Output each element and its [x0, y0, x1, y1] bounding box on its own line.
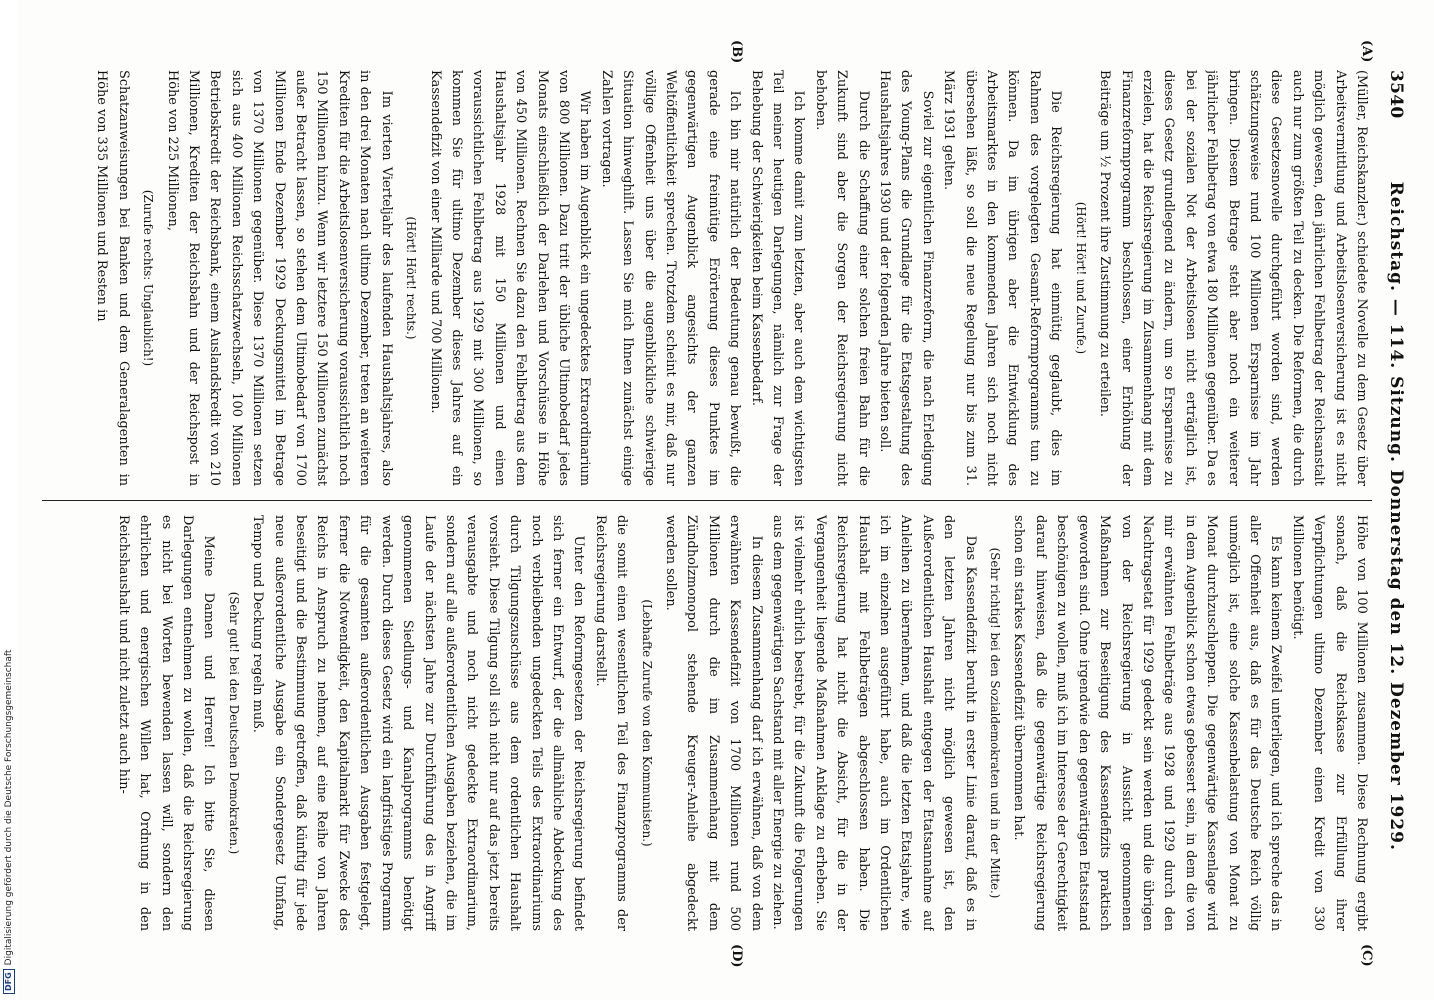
margin-marker-d: (D) [729, 944, 744, 968]
dfg-logo: DFG [3, 969, 15, 994]
credit-text: Digitalisierung gefördert durch die Deutsche Forschungsgemeinschaft [4, 649, 14, 966]
paragraph: Soviel zur eigentlichen Finanzreform, die nach Erledigung des Young-Plans die Grundlage für die Etatsgestaltung des Haushaltsjahres 1930 und der folgenden Jahre bieten soll. [877, 70, 935, 486]
page-title: Reichstag. — 114. Sitzung. Donnerstag den 12. Dezember 1929. [1386, 181, 1406, 851]
paragraph: die somit einen wesentlichen Teil des Finanzprogramms der Reichsregierung darstellt. [592, 515, 630, 931]
paragraph: Meine Damen und Herren! Ich bitte Sie, diesen Darlegungen entnehmen zu wollen, daß die Reichsregierung es nicht bei Worten bewenden lassen will, sondern den ehrlichen und energischen Willen hat, Ordnung in den Reichshaushalt und nicht zuletzt auch hin- [115, 515, 217, 931]
paragraph: Das Kassendefizit beruht in erster Linie darauf, daß es in den letzten Jahren nicht möglich gewesen ist, den Außerordentlichen Haushalt entgegen der Etatsannahme auf Anleihen zu übernehmen, und daß die letzten Etatsjahre, wie ich im einzelnen ausgeführt habe, auch im Ordentlichen Haushalt mit Fehlbeträgen abgeschlossen haben. Die Reichsregierung hat nicht die Absicht, für die in der Vergangenheit liegende Maßnahmen Anklage zu erheben. Sie ist vielmehr ehrlich bestrebt, für die Zukunft die Folgerungen aus dem gegenwärtigen Sachstand mit aller Energie zu ziehen. [770, 515, 978, 931]
page-header [1378, 70, 1406, 954]
margin-marker-a: (A) [1359, 40, 1374, 63]
text-columns [42, 70, 1372, 954]
margin-marker-b: (B) [729, 40, 744, 64]
paragraph: Höhe von 100 Millionen zusammen. Diese Rechnung ergibt sonach, daß die Reichskasse zur Erfüllung ihrer Verpflichtungen ultimo Dezember einen Kredit von 330 Millionen benötigt. [1289, 515, 1369, 931]
paragraph: Im vierten Vierteljahr des laufenden Haushaltsjahres, also in den drei Monaten nach ultimo Dezember, treten an weiteren Krediten für die Arbeitslosenversicherung voraussichtlich noch 150 Millionen hinzu. Wenn wir letztere 150 Millionen zunächst außer Betracht lassen, so stehen dem Ultimobedarf von 1700 Millionen Ende Dezember 1929 Deckungsmittel im Betrage von 1370 Millionen gegenüber. Diese 1370 Millionen setzen sich aus 400 Millionen Reichsschatzwechseln, 100 Millionen Betriebskredit der Reichsbank, einem Auslandskredit von 210 Millionen, Krediten der Reichsbahn und der Reichspost in Höhe von 225 Millionen, [164, 70, 394, 486]
paragraph: Schatzanweisungen bei Banken und dem Generalagenten in Höhe von 335 Millionen und Resten in [94, 70, 131, 486]
margin-marker-c: (C) [1359, 944, 1374, 967]
paragraph: Die Reichsregierung hat einmütig geglaubt, dies im Rahmen des vorgelegten Gesamt-Reformprogramms tun zu können. Da im übrigen aber die Entwicklung des Arbeitsmarktes in den kommenden Jahren sich noch nicht übersehen läßt, so soll die neue Regelung nur bis zum 31. März 1931 gelten. [941, 70, 1064, 486]
left-column [42, 70, 1372, 500]
interjection: (Hört! Hört! und Zurufe.) [1073, 201, 1088, 355]
paragraph: Ich bin mir natürlich der Bedeutung genau bewußt, die gerade eine freimütige Erörterung dieses Punktes im gegenwärtigen Augenblick angesichts der ganzen Weltöffentlichkeit sprechen. Trotzdem scheint es mir, daß nur völlige Offenheit uns über die augenblickliche schwierige Situation hinweghilft. Lassen Sie mich Ihnen zunächst einige Zahlen vortragen. [598, 70, 743, 486]
paragraph: Ich komme damit zum letzten, aber auch dem wichtigsten Teil meiner heutigen Darlegungen, nämlich zur Frage der Behebung der Schwierigkeiten beim Kassenbedarf. [748, 70, 807, 486]
paragraph: Durch die Schaffung einer solchen freien Bahn für die Zukunft sind aber die Sorgen der Reichsregierung nicht behoben. [812, 70, 871, 486]
interjection: (Zurufe rechts: Unglaublich!) [141, 189, 156, 367]
interjection: (Sehr richtig! bei den Sozialdemokraten und in der Mitte.) [988, 547, 1003, 899]
interjection: (Sehr gut! bei den Deutschen Demokraten.) [226, 591, 241, 855]
digitization-credit [0, 0, 18, 1000]
paragraph: (Müller, Reichskanzler.) schiedete Novelle zu dem Gesetz über Arbeitsvermittlung und Arbeitslosenversicherung ist es nicht möglich gewesen, den jährlichen Fehlbetrag der Reichsanstalt auch nur zum größten Teil zu decken. Die Reformen, die durch diese Gesetzesnovelle durchgeführt worden sind, werden schätzungsweise rund 100 Millionen Ersparnisse im Jahr bringen. Diesem Betrage steht aber noch ein weiterer jährlicher Fehlbetrag von etwa 180 Millionen gegenüber. Da es bei der sozialen Not der Arbeitslosen nicht erträglich ist, dieses Gesetz grundlegend zu ändern, um so Ersparnisse zu erzielen, hat die Reichsregierung im Zusammenhang mit dem Finanzreformprogramm beschlossen, einer Erhöhung der Beiträge um ½ Prozent ihre Zustimmung zu erteilen. [1097, 70, 1369, 486]
interjection: (Hört! Hört! rechts.) [404, 216, 419, 340]
paragraph: Unter den Reformgesetzen der Reichsregierung befindet sich ferner ein Entwurf, der die allmähliche Abdeckung des noch verbleibenden ungedeckten Teils des Extraordinariums durch Tilgungszuschüsse aus dem ordentlichen Haushalt vorsieht. Diese Tilgung soll sich nicht nur auf das jetzt bereits verausgabte und noch nicht gedeckte Extraordinarium, sondern auf alle außerordentlichen Ausgaben beziehen, die im Laufe der nächsten Jahre zur Durchführung des in Angriff genommenen Siedlungs- und Kanalprogramms benötigt werden. Durch dieses Gesetz wird ein langfristiges Programm für die gesamten außerordentlichen Ausgaben festgelegt, ferner die Notwendigkeit, den Kapitalmarkt für Zwecke des Reichs in Anspruch zu nehmen, auf eine Reihe von Jahren beseitigt und die Bestimmung getroffen, daß künftig für jede neue außerordentliche Ausgabe ein Sondergesetz Umfang, Tempo und Deckung regeln muß. [250, 515, 587, 931]
paragraph: In diesem Zusammenhang darf ich erwähnen, daß von dem erwähnten Kassendefizit von 1700 Millionen rund 500 Millionen durch die im Zusammenhang mit dem Zündholzmonopol stehende Kreuger-Anleihe abgedeckt werden sollen. [663, 515, 764, 931]
interjection: (Lebhafte Zurufe von den Kommunisten.) [639, 599, 654, 847]
right-column [42, 501, 1372, 931]
paragraph: Wir haben im Augenblick ein ungedecktes Extraordinarium von 800 Millionen. Dazu tritt der übliche Ultimobedarf jedes Monats einschließlich der Darlehen und Vorschüsse in Höhe von 450 Millionen. Rechnen Sie dazu den Fehlbetrag aus dem Haushaltsjahr 1928 mit 150 Millionen und einen voraussichtlichen Fehlbetrag aus 1929 mit 300 Millionen, so kommen Sie für ultimo Dezember dieses Jahres auf ein Kassendefizit von einer Milliarde und 700 Millionen. [427, 70, 593, 486]
paragraph: Es kann keinem Zweifel unterliegen, und ich spreche das in aller Offenheit aus, daß es für das Deutsche Reich völlig unmöglich ist, eine solche Kassenbelastung von Monat zu Monat durchzuschleppen. Die gegenwärtige Kassenlage wird in dem Augenblick schon etwas gebessert sein, in dem die von mir erwähnten Fehlbeträge aus 1928 und 1929 durch den Nachtragsetat für 1929 gedeckt sein werden und die übrigen von der Reichsregierung in Aussicht genommenen Maßnahmen zur Beseitigung des Kassendefizits praktisch geworden sind. Ohne irgendwie den gegenwärtigen Etatsstand beschönigen zu wollen, muß ich im Interesse der Gerechtigkeit darauf hinweisen, daß die gegenwärtige Reichsregierung schon ein starkes Kassendefizit übernommen hat. [1011, 515, 1284, 931]
page-number: 3540 [1386, 70, 1406, 119]
